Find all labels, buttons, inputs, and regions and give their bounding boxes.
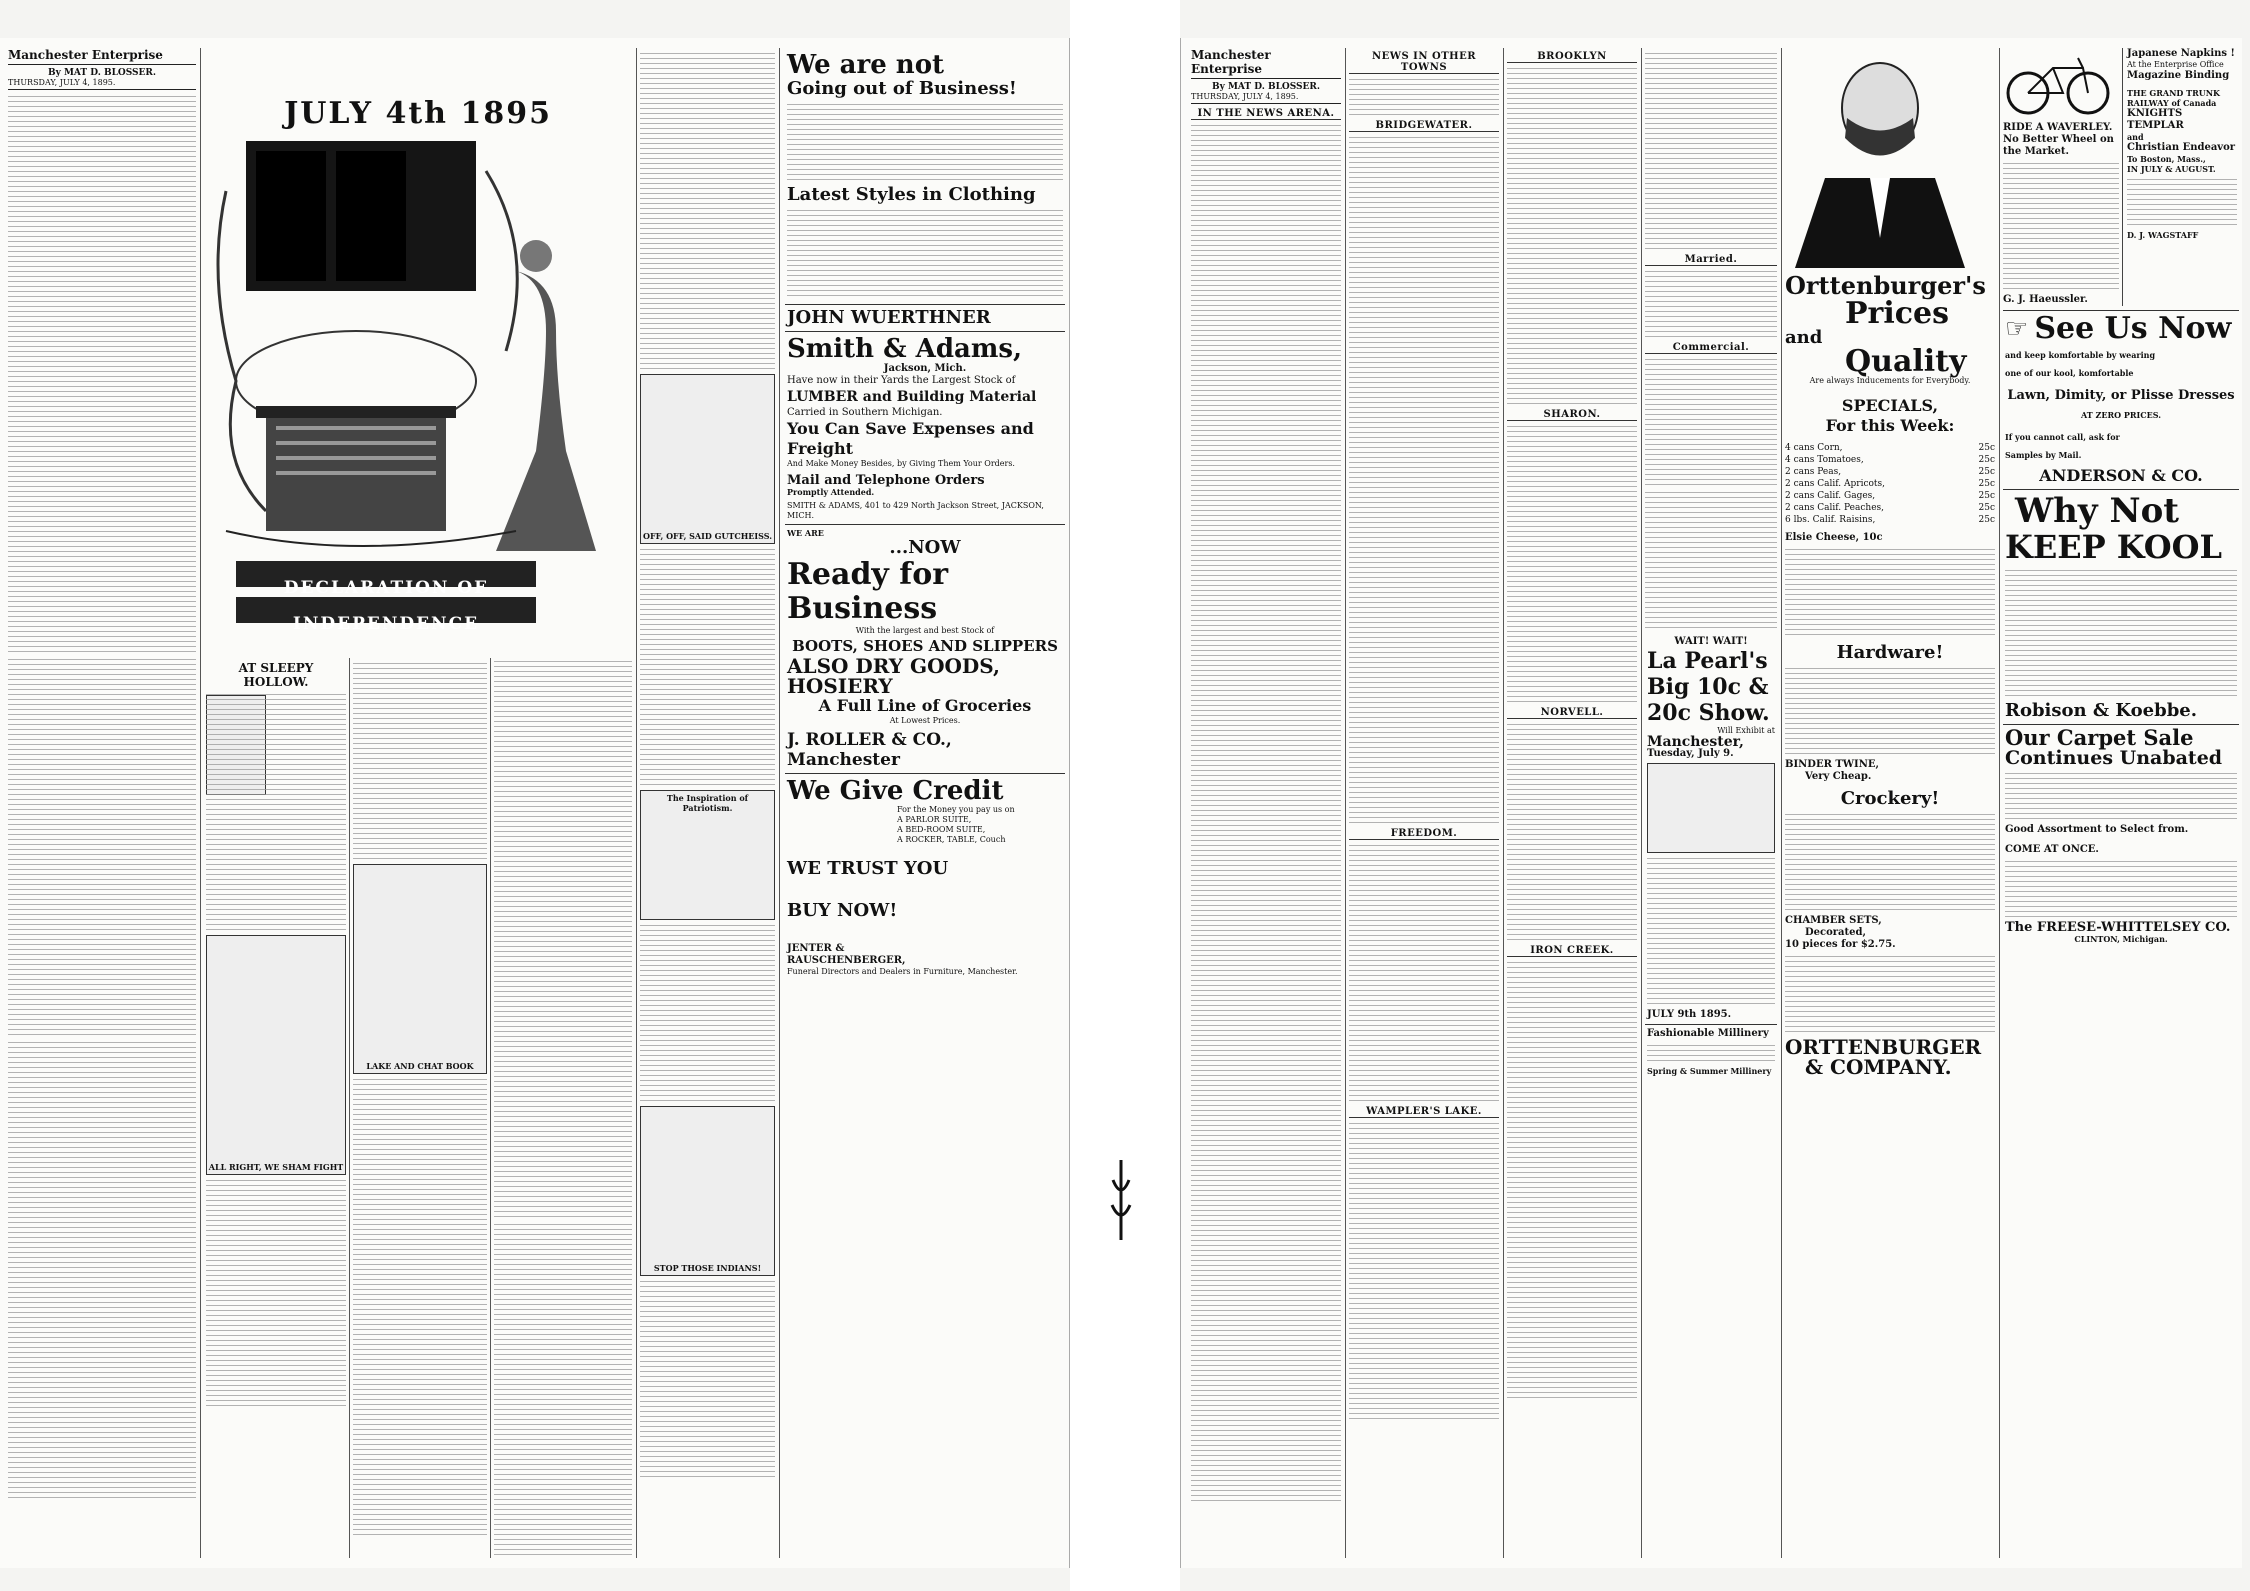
ad-body [1785,666,1995,756]
orttenburger-prices: Prices [1845,296,1950,331]
left-column-5 [640,48,775,1558]
specials-item [1785,490,1995,502]
see-us-now: See Us Now [2034,311,2232,346]
railway-line: IN JULY & AUGUST. [2127,164,2216,174]
illustration-sham-fight [206,935,346,1175]
masthead: Manchester Enterprise [1191,48,1341,79]
article-text-block [640,51,775,371]
ad-body [1647,1043,1775,1063]
good-assortment: Good Assortment to Select from. [2005,824,2189,835]
cheese-line: Elsie Cheese, 10c [1785,532,1883,543]
article-text-block [206,1178,346,1408]
article-text-block [640,923,775,1103]
ad-napkins-railway [2123,48,2237,306]
ad-text: LUMBER and Building Material [787,389,1037,405]
illus-caption: The Inspiration of Patriotism. [666,793,749,813]
specials-item [1785,502,1995,514]
orttenburger-and: and [1785,327,1823,348]
railway-line: and [2127,132,2144,142]
ad-text: A Full Line of Groceries [818,696,1032,715]
article-text-block [1645,269,1777,339]
right-column-2 [1349,48,1499,1558]
chamber-sub: Decorated, [1805,927,1866,938]
section-title: IRON CREEK. [1507,945,1637,957]
article-text-block [8,657,196,1037]
illus-caption: LAKE AND CHAT BOOK [366,1061,474,1071]
specials-title: SPECIALS, [1841,396,1939,415]
ad-merchant-name: JENTER & [787,943,845,954]
orttenburger-subline: Are always Inducements for Everybody. [1809,376,1971,385]
article-text-block [494,1222,632,1558]
ad-body [1785,547,1995,637]
napkins-sub: At the Enterprise Office [2127,60,2224,69]
article-text-block [353,661,487,861]
right-column-1 [1191,48,1341,1558]
ad-text: Lawn, Dimity, or Plisse Dresses [2007,388,2235,403]
right-newspaper-page [1180,38,2242,1568]
article-text-block [494,659,632,1219]
ad-body [1785,812,1995,912]
article-text-block [1349,135,1499,825]
ad-headline: Latest Styles in Clothing [787,184,1036,205]
story-heading: AT SLEEPY HOLLOW. [238,661,314,689]
binder-twine-sub: Very Cheap. [1805,771,1872,782]
article-text-block [1507,960,1637,1400]
section-title: NEWS IN OTHER TOWNS [1349,51,1499,74]
article-text-block [1645,51,1777,251]
illustration-lake-chat [353,864,487,1074]
ad-anderson-see-us-now [2003,310,2239,490]
carpet-sale-1: Our Carpet Sale [2005,725,2194,750]
anderson-name: ANDERSON & CO. [2039,466,2203,485]
ad-waverley [2003,48,2123,306]
bike-ad-sub: No Better Wheel on the Market. [2003,134,2114,157]
specials-item-name: 2 cans Peas, [1785,467,1842,477]
pointing-hand-icon: ☞ [2005,314,2029,344]
binding-mark-icon [1108,1160,1134,1240]
section-title: Commercial. [1645,342,1777,354]
article-text-block [1507,424,1637,704]
specials-item [1785,466,1995,478]
specials-item-price: 25c [1978,467,1995,477]
ad-roller [785,525,1065,774]
gentleman-portrait-illustration [1785,48,1985,268]
ad-text: Will Exhibit at [1717,726,1775,735]
ad-la-pearl-show [1645,633,1777,1025]
ad-text: Samples by Mail. [2005,450,2082,460]
section-title: FREEDOM. [1349,828,1499,840]
dateline: THURSDAY, JULY 4, 1895. [8,78,196,90]
orttenburger-title: Orttenburger's [1785,271,1986,300]
article-text-block [1349,1121,1499,1421]
top-ads-row [2003,48,2239,306]
banner-illustration [206,131,630,631]
ad-text: BOOTS, SHOES AND SLIPPERS [792,637,1058,655]
section-title: Married. [1645,254,1777,266]
ad-merchant-name: JOHN WUERTHNER [787,307,991,328]
specials-item-name: 2 cans Calif. Peaches, [1785,503,1884,513]
article-text-block [1507,66,1637,406]
ad-merchant-name: Smith & Adams, [787,334,1023,364]
specials-item [1785,514,1995,526]
left-column-3 [353,658,487,1558]
keep-kool: KEEP KOOL [2005,528,2222,566]
market-report-block [1645,357,1777,487]
ad-text: A BED-ROOM SUITE, [897,825,986,834]
ad-jenter-rauschenberger [785,774,1065,980]
ad-text: ...NOW [889,537,961,558]
ad-body [787,102,1063,182]
crockery-title: Crockery! [1840,788,1940,809]
ad-headline: La Pearl's Big 10c & 20c Show. [1647,648,1770,726]
why-not: Why Not [2015,491,2179,531]
left-column-1 [8,48,196,1558]
specials-item-name: 2 cans Calif. Gages, [1785,491,1876,501]
specials-item-name: 4 cans Tomatoes, [1785,455,1864,465]
article-text-block [8,1040,196,1500]
ad-text: Spring & Summer Millinery [1647,1066,1772,1076]
article-text-block [640,1279,775,1479]
freese-name: The FREESE-WHITTELSEY CO. [2005,920,2231,935]
specials-item-name: 2 cans Calif. Apricots, [1785,479,1886,489]
banner-caption-2: INDEPENDENCE [292,614,480,634]
ad-text: ALSO DRY GOODS, HOSIERY [787,654,1000,698]
specials-item-price: 25c [1978,479,1995,489]
ad-headline: Ready for Business [787,557,949,626]
ad-body [787,208,1063,298]
illus-caption: ALL RIGHT, WE SHAM FIGHT [208,1162,344,1172]
specials-subtitle: For this Week: [1825,416,1955,435]
specials-item-price: 25c [1978,503,1995,513]
specials-item [1785,442,1995,454]
article-text-block [353,1077,487,1537]
ad-text: and keep komfortable by wearing [2005,350,2156,360]
illus-caption: STOP THOSE INDIANS! [653,1263,762,1273]
bike-seller: G. J. Haeussler. [2003,294,2088,305]
dateline: THURSDAY, JULY 4, 1895. [1191,92,1341,104]
binder-twine: BINDER TWINE, [1785,759,1879,770]
illustration-gutcheiss [640,374,775,544]
ad-text: You Can Save Expenses and Freight [787,419,1034,458]
specials-item-name: 4 cans Corn, [1785,443,1843,453]
article-text-block [1349,77,1499,117]
hardware-title: Hardware! [1836,642,1944,663]
freese-city: CLINTON, Michigan. [2074,934,2168,944]
bike-ad-title: RIDE A WAVERLEY. [2003,122,2113,133]
bicycle-icon [2003,48,2113,118]
railway-line: Christian Endeavor [2127,142,2236,153]
ad-smith-adams [785,332,1065,525]
ad-text: WAIT! WAIT! [1674,636,1748,647]
ad-merchant-name: RAUSCHENBERGER, [787,955,906,966]
railway-agent: D. J. WAGSTAFF [2127,230,2199,240]
ad-headline: We Give Credit [787,776,1004,806]
ad-text: A ROCKER, TABLE, Couch [897,835,1006,844]
specials-list [1785,442,1995,526]
section-title: NORVELL. [1507,707,1637,719]
left-newspaper-page [0,38,1070,1568]
ad-freese-whittelsey [2003,725,2239,947]
ad-column [785,48,1065,1558]
article-text-block [1645,490,1777,630]
orttenburger-firm-1: ORTTENBURGER [1785,1035,1982,1059]
ad-body [2005,568,2237,698]
article-text-block [1191,123,1341,1503]
ad-text: AT ZERO PRICES. [2081,410,2161,420]
ad-text: And Make Money Besides, by Giving Them Your Orders. [787,459,1015,468]
ad-body [2005,859,2237,919]
section-title: BROOKLYN [1507,51,1637,63]
illustration-patriotism [640,790,775,920]
article-text-block [1349,843,1499,1103]
independence-day-banner [206,96,630,646]
illus-caption: OFF, OFF, SAID GUTCHEISS. [642,531,773,541]
left-column-2 [206,658,346,1558]
left-column-4 [494,656,632,1558]
come-at-once: COME AT ONCE. [2005,844,2099,855]
ad-text: Tuesday, July 9. [1647,748,1734,759]
ad-text: Mail and Telephone Orders [787,473,985,488]
ad-headline: BUY NOW! [787,900,898,921]
ad-body [2127,177,2237,227]
ad-text: JULY 9th 1895. [1647,1009,1732,1020]
ad-millinery [1645,1025,1777,1079]
orttenburger-quality: Quality [1845,344,1967,379]
ad-text: If you cannot call, ask for [2005,432,2120,442]
orttenburger-firm-2: & COMPANY. [1805,1055,1952,1079]
page-gutter [1070,0,1180,1591]
ad-not-out-of-business [785,48,1065,305]
masthead: Manchester Enterprise [8,48,196,65]
railway-line: To Boston, Mass., [2127,154,2206,164]
right-column-3 [1507,48,1637,1558]
napkins-title: Japanese Napkins ! [2127,48,2235,59]
ad-headline: We are not [787,50,945,80]
ad-text: one of our kool, komfortable [2005,368,2134,378]
ad-text: Funeral Directors and Dealers in Furniture, Manchester. [787,967,1018,976]
orttenburger-ad-column [1785,48,1995,1558]
specials-item-name: 6 lbs. Calif. Raisins, [1785,515,1876,525]
section-title: BRIDGEWATER. [1349,120,1499,132]
article-text-block [206,692,346,932]
ad-robison-keep-kool [2003,490,2239,725]
ad-body [1785,954,1995,1034]
ad-merchant-name: J. ROLLER & CO., Manchester [787,730,952,770]
ad-body [2005,771,2237,821]
ad-body [2003,161,2119,291]
ad-text: Manchester, [1647,734,1744,750]
ad-address: SMITH & ADAMS, 401 to 429 North Jackson Street, JACKSON, MICH. [787,501,1044,520]
ad-body [1647,856,1775,1006]
ad-headline: Going out of Business! [787,78,1017,99]
section-title: SHARON. [1507,409,1637,421]
ad-text: At Lowest Prices. [889,716,961,725]
illustration-indians [640,1106,775,1276]
ad-text: WE ARE [787,528,824,538]
railway-line: THE GRAND TRUNK [2127,88,2220,98]
magazine-binding: Magazine Binding [2127,70,2230,81]
byline: By MAT D. BLOSSER. [47,68,157,78]
ad-text: A PARLOR SUITE, [897,815,972,824]
right-column-4 [1645,48,1777,1558]
right-ad-column [2003,48,2239,1558]
article-text-block [1507,722,1637,942]
banner-title: JULY 4th 1895 [284,96,552,131]
article-text-block [8,94,196,654]
robison-name: Robison & Koebbe. [2005,700,2197,721]
specials-item-price: 25c [1978,491,1995,501]
specials-item-price: 25c [1978,515,1995,525]
carpet-sale-2: Continues Unabated [2005,747,2223,769]
specials-item-price: 25c [1978,443,1995,453]
chamber-price: 10 pieces for $2.75. [1785,939,1896,950]
railway-line: RAILWAY of Canada [2127,98,2217,108]
specials-item [1785,454,1995,466]
article-text-block [640,547,775,787]
ad-city: Jackson, Mich. [883,363,967,374]
section-title: IN THE NEWS ARENA. [1191,108,1341,120]
ad-text: Carried in Southern Michigan. [787,407,943,418]
banner-caption-1: DECLARATION OF [283,578,489,598]
ad-text: With the largest and best Stock of [855,626,995,635]
railway-line: KNIGHTS TEMPLAR [2127,108,2184,131]
ad-text: Promptly Attended. [787,487,875,497]
chamber-sets: CHAMBER SETS, [1785,915,1882,926]
byline: By MAT D. BLOSSER. [1211,82,1321,92]
ad-text: For the Money you pay us on [897,805,1015,814]
section-title: WAMPLER'S LAKE. [1349,1106,1499,1118]
specials-item-price: 25c [1978,455,1995,465]
ad-text: Have now in their Yards the Largest Stock of [787,375,1016,386]
ad-wuerthner [785,305,1065,332]
specials-item [1785,478,1995,490]
ad-text: Fashionable Millinery [1647,1028,1769,1039]
show-illustration [1647,763,1775,853]
ad-headline: WE TRUST YOU [787,858,949,879]
